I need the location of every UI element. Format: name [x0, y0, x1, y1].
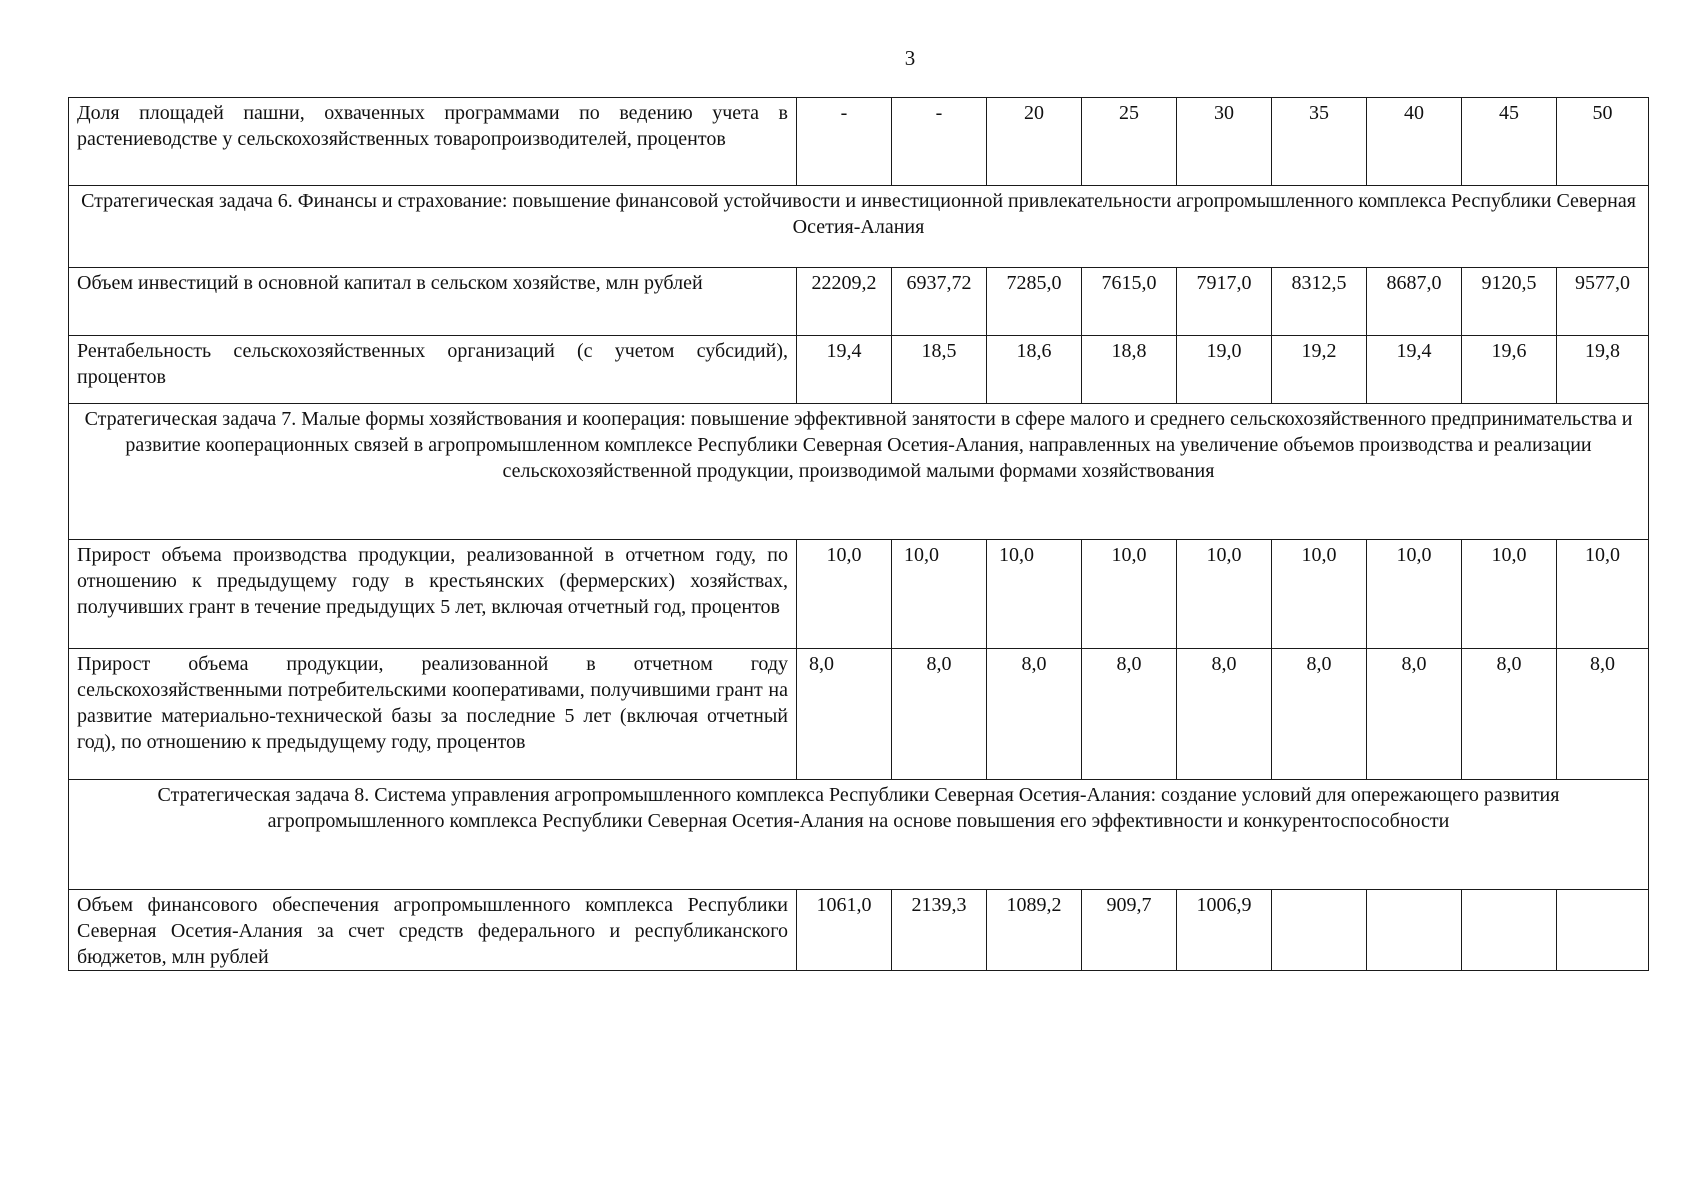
value-cell: [1462, 890, 1557, 971]
table-row: [69, 540, 1649, 649]
value-cell: 1061,0: [797, 890, 892, 971]
value-cell: 18,8: [1082, 336, 1177, 404]
value-cell: 30: [1177, 98, 1272, 186]
value-cell: 10,0: [797, 540, 892, 649]
value-cell: 19,4: [1367, 336, 1462, 404]
value-cell: 10,0: [1462, 540, 1557, 649]
value-cell: 8312,5: [1272, 268, 1367, 336]
value-cell: 7285,0: [987, 268, 1082, 336]
value-cell: 1089,2: [987, 890, 1082, 971]
table-row: [69, 336, 1649, 404]
value-cell: 909,7: [1082, 890, 1177, 971]
value-cell: 18,6: [987, 336, 1082, 404]
value-cell: 8,0: [1367, 649, 1462, 780]
value-cell: 19,0: [1177, 336, 1272, 404]
indicator-label: Рентабельность сельскохозяйственных организаций (с учетом субсидий), процентов: [69, 336, 797, 404]
value-cell: 7615,0: [1082, 268, 1177, 336]
value-cell: 7917,0: [1177, 268, 1272, 336]
indicator-label: Прирост объема продукции, реализованной в отчетном году сельскохозяйственными потребительскими кооперативами, получившими грант на развитие материально-технической базы за последние 5 лет (включая отчетный год), по отношению к предыдущему году, процентов: [69, 649, 797, 780]
value-cell: 50: [1557, 98, 1649, 186]
value-cell: 10,0: [1177, 540, 1272, 649]
value-cell: [1367, 890, 1462, 971]
value-cell: 22209,2: [797, 268, 892, 336]
value-cell: 8687,0: [1367, 268, 1462, 336]
value-cell: 8,0: [892, 649, 987, 780]
value-cell: 10,0: [1367, 540, 1462, 649]
value-cell: 25: [1082, 98, 1177, 186]
value-cell: -: [892, 98, 987, 186]
value-cell: [1557, 890, 1649, 971]
value-cell: 8,0: [1557, 649, 1649, 780]
value-cell: 18,5: [892, 336, 987, 404]
value-cell: 8,0: [1462, 649, 1557, 780]
value-cell: 8,0: [797, 649, 892, 780]
value-cell: [1272, 890, 1367, 971]
page-number: 3: [904, 46, 916, 70]
value-cell: 8,0: [987, 649, 1082, 780]
strategic-task-row: [69, 404, 1649, 540]
value-cell: 8,0: [1272, 649, 1367, 780]
strategic-task-7: Стратегическая задача 7. Малые формы хозяйствования и кооперация: повышение эффективной занятости в сфере малого и среднего сельскохозяйственного предпринимательства и развитие кооперационных связей в агропромышленном комплексе Республики Северная Осетия-Алания, направленных на увеличение объемов производства и реализации сельскохозяйственной продукции, производимой малыми формами хозяйствования: [69, 404, 1649, 540]
value-cell: 9120,5: [1462, 268, 1557, 336]
value-cell: 19,6: [1462, 336, 1557, 404]
value-cell: 10,0: [1272, 540, 1367, 649]
value-cell: 10,0: [1082, 540, 1177, 649]
table-row: [69, 268, 1649, 336]
indicator-label: Объем финансового обеспечения агропромышленного комплекса Республики Северная Осетия-Алания за счет средств федерального и республиканского бюджетов, млн рублей: [69, 890, 797, 971]
value-cell: 10,0: [1557, 540, 1649, 649]
value-cell: 8,0: [1082, 649, 1177, 780]
indicator-label: Объем инвестиций в основной капитал в сельском хозяйстве, млн рублей: [69, 268, 797, 336]
table-row: [69, 98, 1649, 186]
value-cell: 19,4: [797, 336, 892, 404]
value-cell: 19,2: [1272, 336, 1367, 404]
value-cell: 2139,3: [892, 890, 987, 971]
value-cell: 35: [1272, 98, 1367, 186]
value-cell: 10,0: [892, 540, 987, 649]
value-cell: 6937,72: [892, 268, 987, 336]
value-cell: 8,0: [1177, 649, 1272, 780]
value-cell: 45: [1462, 98, 1557, 186]
value-cell: 40: [1367, 98, 1462, 186]
indicators-table: [68, 97, 1649, 971]
table-row: [69, 649, 1649, 780]
value-cell: 20: [987, 98, 1082, 186]
strategic-task-8: Стратегическая задача 8. Система управления агропромышленного комплекса Республики Северная Осетия-Алания: создание условий для опережающего развития агропромышленного комплекса Республики Северная Осетия-Алания на основе повышения его эффективности и конкурентоспособности: [69, 780, 1649, 890]
value-cell: -: [797, 98, 892, 186]
value-cell: 19,8: [1557, 336, 1649, 404]
value-cell: 1006,9: [1177, 890, 1272, 971]
strategic-task-row: [69, 186, 1649, 268]
value-cell: 9577,0: [1557, 268, 1649, 336]
indicator-label: Доля площадей пашни, охваченных программами по ведению учета в растениеводстве у сельскохозяйственных товаропроизводителей, процентов: [69, 98, 797, 186]
indicator-label: Прирост объема производства продукции, реализованной в отчетном году, по отношению к предыдущему году в крестьянских (фермерских) хозяйствах, получивших грант в течение предыдущих 5 лет, включая отчетный год, процентов: [69, 540, 797, 649]
value-cell: 10,0: [987, 540, 1082, 649]
table-row: [69, 890, 1649, 971]
strategic-task-6: Стратегическая задача 6. Финансы и страхование: повышение финансовой устойчивости и инвестиционной привлекательности агропромышленного комплекса Республики Северная Осетия-Алания: [69, 186, 1649, 268]
strategic-task-row: [69, 780, 1649, 890]
